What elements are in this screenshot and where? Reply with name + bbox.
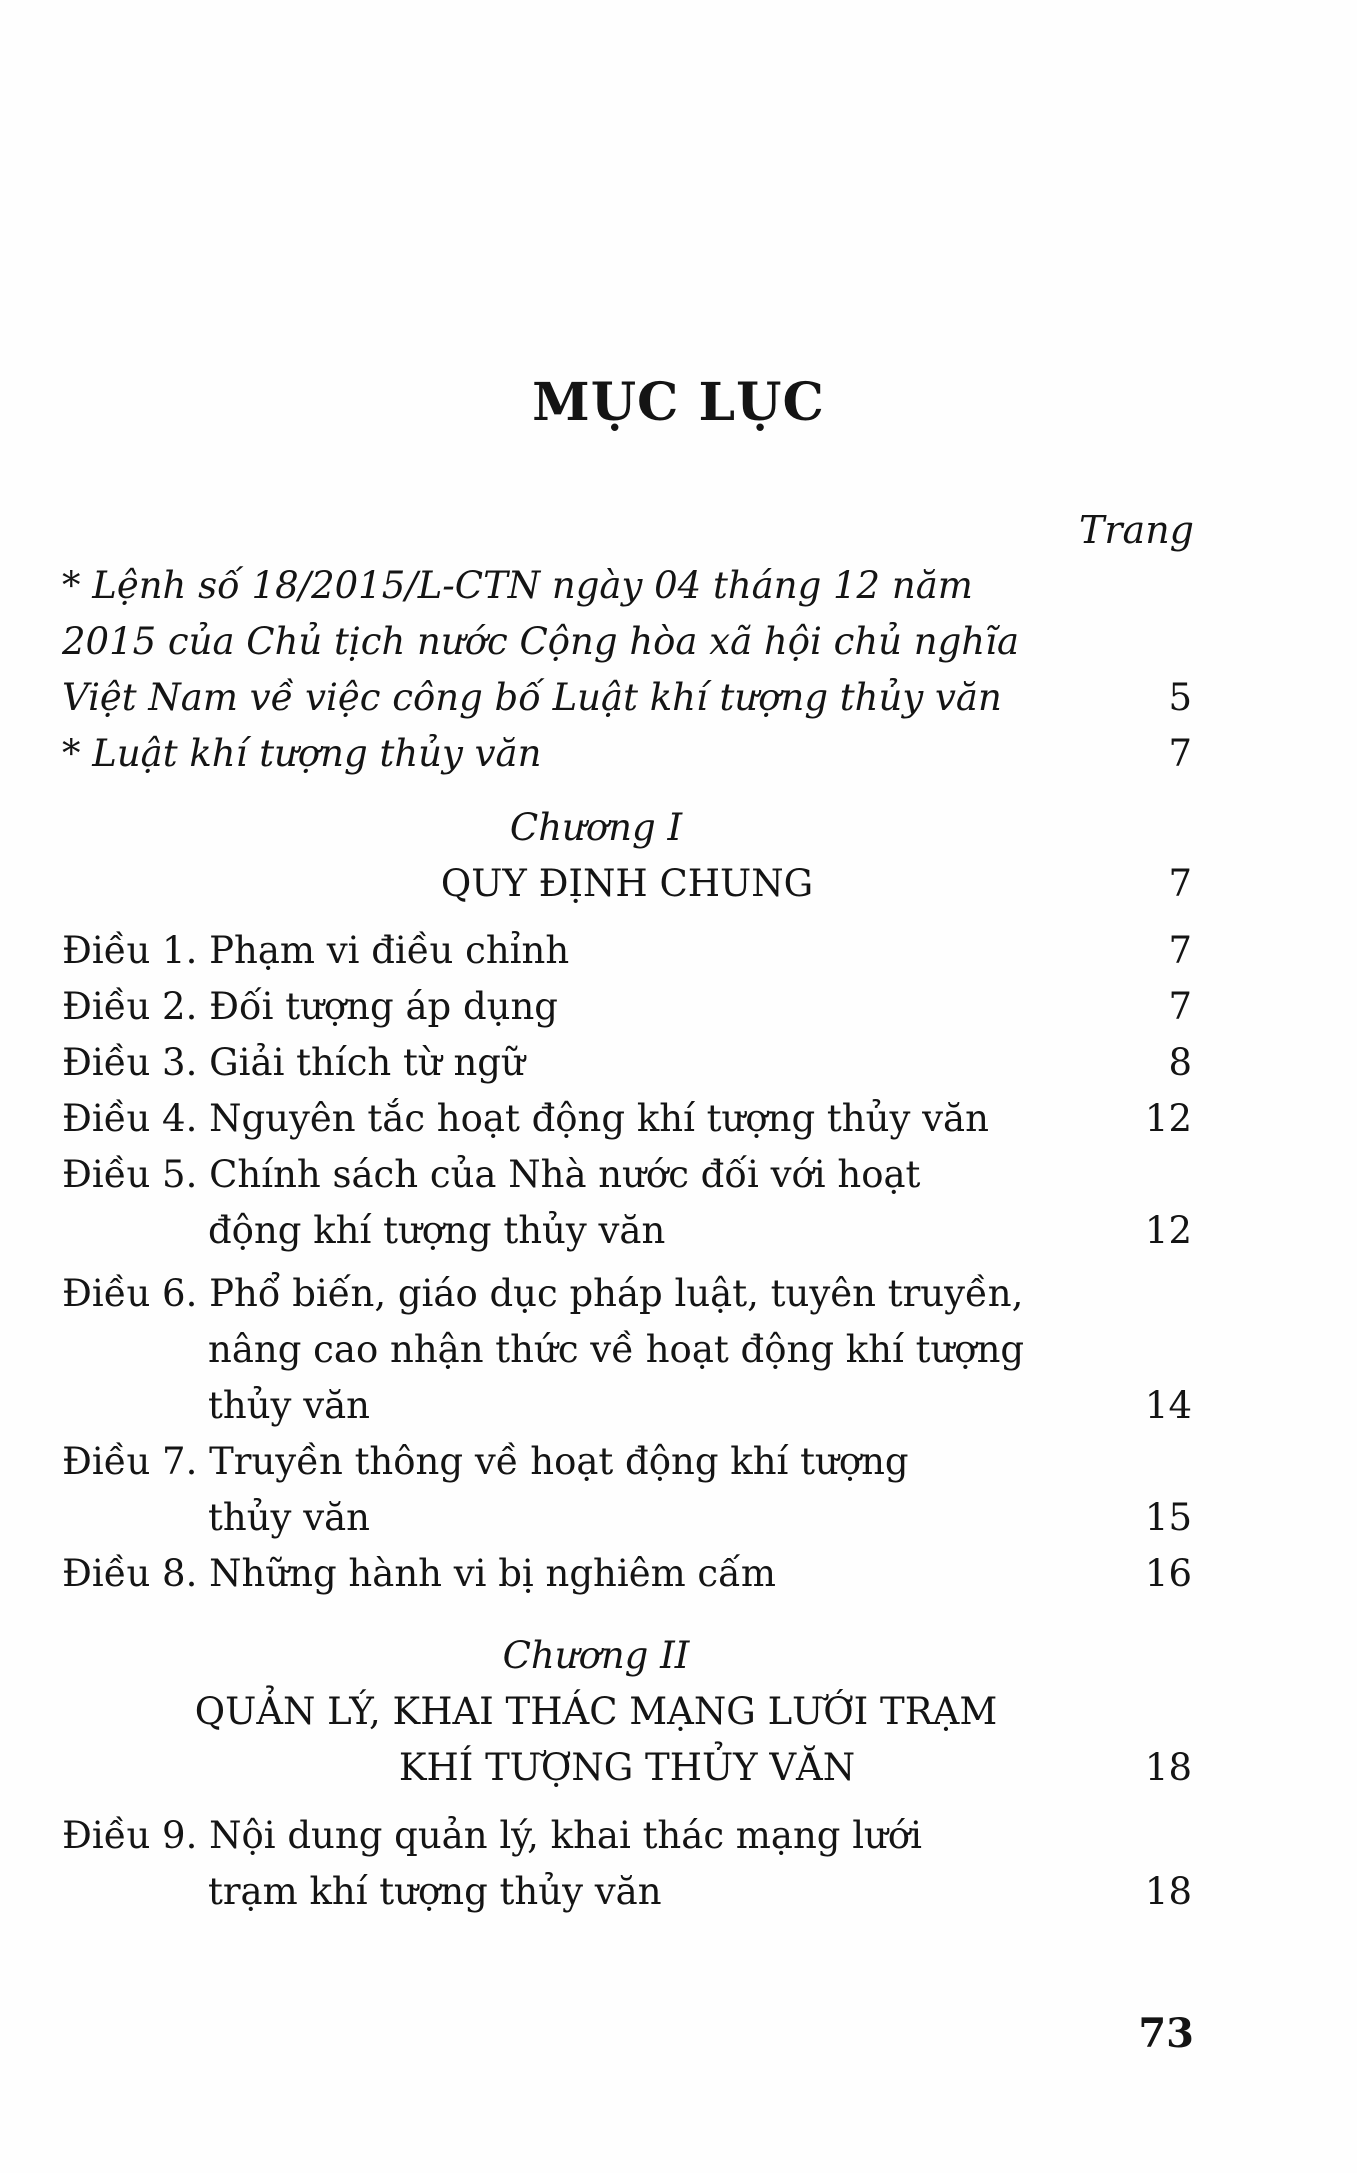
page-column-header: Trang bbox=[1079, 508, 1194, 552]
toc-entry-page: 12 bbox=[1144, 1097, 1192, 1140]
chapter-label: Chương I bbox=[509, 806, 683, 849]
toc-entry-text: nâng cao nhận thức về hoạt động khí tượng bbox=[208, 1328, 1025, 1371]
toc-entry-text: Điều 7. Truyền thông về hoạt động khí tượng bbox=[62, 1440, 909, 1483]
chapter-page: 18 bbox=[1144, 1746, 1192, 1789]
chapter-page: 7 bbox=[1168, 862, 1192, 905]
toc-entry-text: Điều 5. Chính sách của Nhà nước đối với hoạt bbox=[62, 1153, 921, 1196]
toc-entry-page: 7 bbox=[1168, 985, 1192, 1028]
chapter-heading: QUẢN LÝ, KHAI THÁC MẠNG LƯỚI TRẠM bbox=[194, 1690, 998, 1733]
toc-entry-text: Điều 6. Phổ biến, giáo dục pháp luật, tuyên truyền, bbox=[62, 1272, 1024, 1315]
toc-entry-page: 12 bbox=[1144, 1209, 1192, 1252]
page-number: 73 bbox=[1138, 2010, 1194, 2057]
toc-entry-page: 18 bbox=[1144, 1870, 1192, 1913]
toc-entry-text: * Lệnh số 18/2015/L-CTN ngày 04 tháng 12 năm bbox=[62, 564, 973, 607]
toc-entry-page: 14 bbox=[1144, 1384, 1192, 1427]
toc-entry-text: Điều 4. Nguyên tắc hoạt động khí tượng thủy văn bbox=[62, 1097, 989, 1140]
toc-entry-text: trạm khí tượng thủy văn bbox=[208, 1870, 662, 1913]
chapter-heading: KHÍ TƯỢNG THỦY VĂN bbox=[398, 1746, 856, 1789]
toc-entry-page: 16 bbox=[1144, 1552, 1192, 1595]
toc-entry-text: * Luật khí tượng thủy văn bbox=[62, 732, 542, 775]
toc-entry-page: 7 bbox=[1168, 929, 1192, 972]
toc-entry-text: thủy văn bbox=[208, 1384, 370, 1427]
toc-entry-text: Điều 9. Nội dung quản lý, khai thác mạng lưới bbox=[62, 1814, 922, 1857]
toc-entry-page: 5 bbox=[1168, 676, 1192, 719]
toc-entry-page: 7 bbox=[1168, 732, 1192, 775]
page-title: MỤC LỤC bbox=[532, 372, 825, 433]
toc-entry-text: Điều 3. Giải thích từ ngữ bbox=[62, 1041, 525, 1084]
toc-entry-text: Điều 8. Những hành vi bị nghiêm cấm bbox=[62, 1552, 776, 1595]
toc-entry-text: Việt Nam về việc công bố Luật khí tượng thủy văn bbox=[62, 676, 1002, 719]
toc-entry-text: động khí tượng thủy văn bbox=[208, 1209, 666, 1252]
toc-entry-text: 2015 của Chủ tịch nước Cộng hòa xã hội chủ nghĩa bbox=[62, 620, 1020, 663]
toc-entry-text: Điều 1. Phạm vi điều chỉnh bbox=[62, 929, 570, 972]
toc-entry-text: Điều 2. Đối tượng áp dụng bbox=[62, 985, 558, 1028]
toc-entry-page: 15 bbox=[1144, 1496, 1192, 1539]
chapter-label: Chương II bbox=[502, 1634, 690, 1677]
toc-entry-page: 8 bbox=[1168, 1041, 1192, 1084]
chapter-heading: QUY ĐỊNH CHUNG bbox=[440, 862, 814, 905]
toc-entry-text: thủy văn bbox=[208, 1496, 370, 1539]
